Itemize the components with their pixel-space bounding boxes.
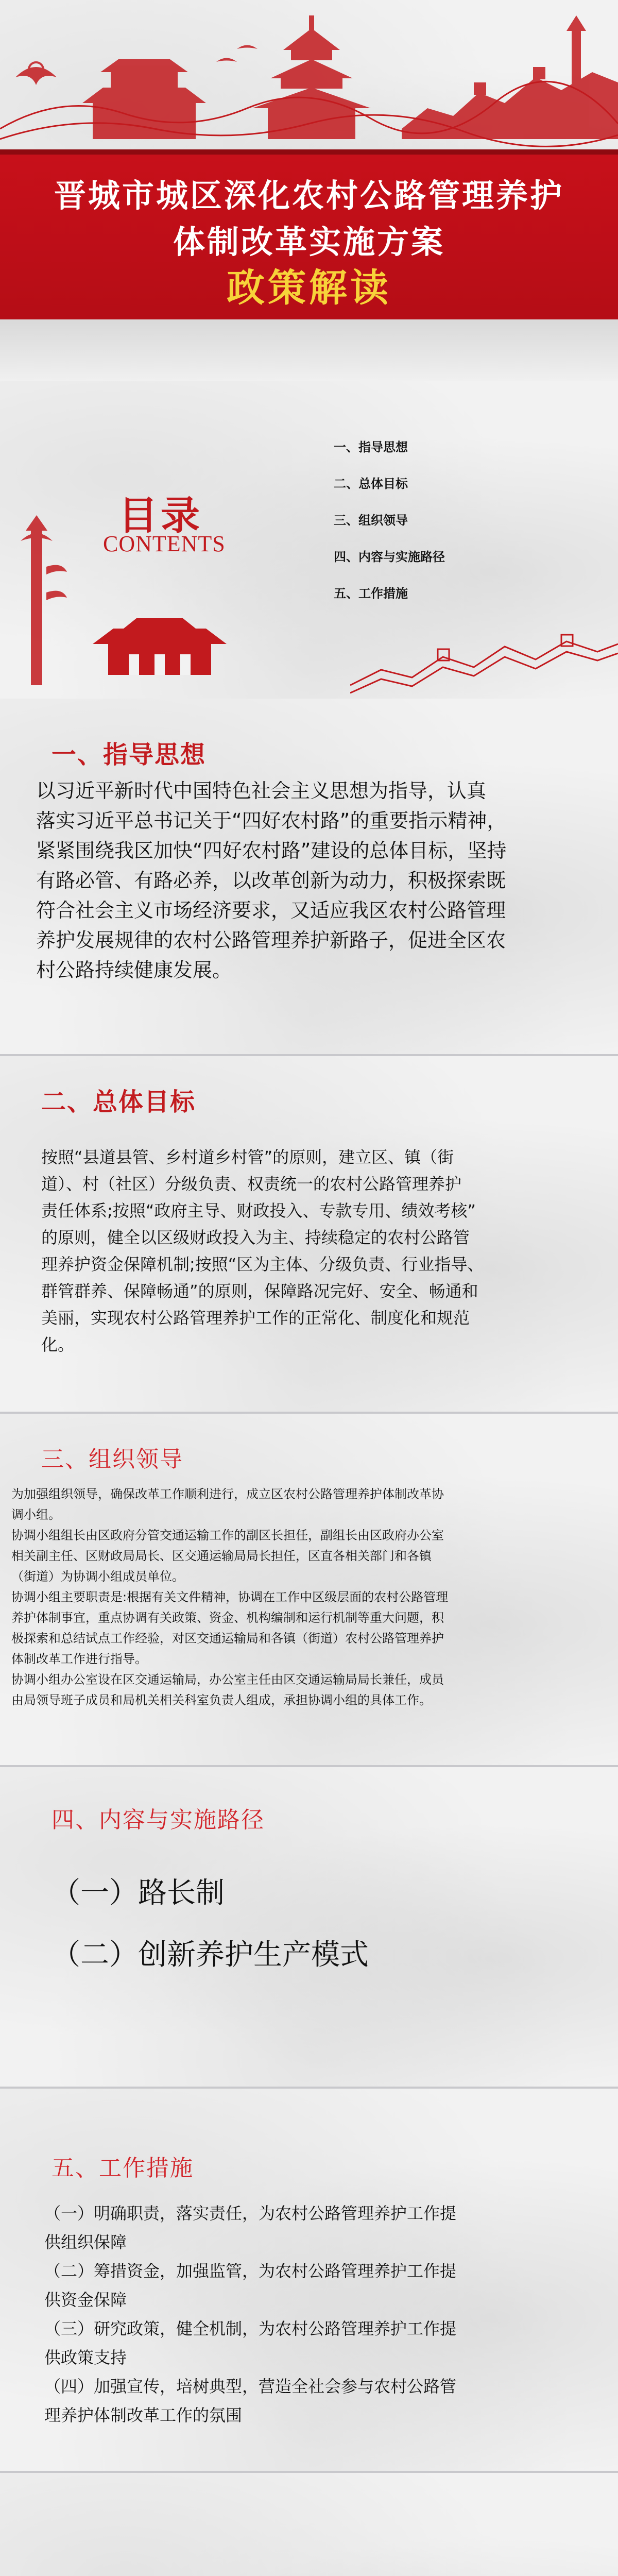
banner-bottom-fade: [0, 319, 618, 381]
section-heading: 四、内容与实施路径: [52, 1807, 265, 1833]
section-organization: [0, 1414, 618, 1765]
title-line-1: 晋城市城区深化农村公路管理养护: [54, 177, 564, 214]
section-heading: 二、总体目标: [41, 1088, 196, 1116]
section-body: 按照“县道县管、乡村道乡村管”的原则，建立区、镇（街 道）、村（社区）分级负责、权责统一的农村公路管理养护 责任体系;按照“政府主导、财政投入、专款专用、绩效考核” 的原则，健全以区级财政投入为主、持续稳定的农村公路管 理养护资金保障机制;按照“区为主体、分级负责、行业指导、 群管群养、保障畅通”的原则，保障路况完好、安全、畅通和 美丽，实现农村公路管理养护工作的正常化、制度化和规范 化。: [41, 1147, 484, 1354]
contents-list: [334, 437, 445, 620]
contents-section: [0, 381, 618, 699]
subtitle: 政策解读: [227, 266, 391, 310]
skyline-illustration: [0, 0, 618, 155]
section-body: （一）明确职责，落实责任，为农村公路管理养护工作提 供组织保障 （二）筹措资金，加强监管，为农村公路管理养护工作提 供资金保障 （三）研究政策，健全机制，为农村公路管理养护工作提 供政策支持 （四）加强宣传，培树典型，营造全社会参与农村公路管 理养护体制改革工作的氛围: [44, 2204, 457, 2425]
section-overall-goal: [0, 1056, 618, 1412]
contents-item: 五、工作措施: [334, 586, 408, 601]
wall-illustration: [350, 629, 618, 696]
section-heading: 三、组织领导: [41, 1446, 183, 1472]
footer-section: [0, 2473, 618, 2576]
section-work-measures: [0, 2089, 618, 2471]
contents-item: 一、指导思想: [334, 440, 408, 454]
title-banner: [0, 0, 618, 381]
contents-item: 四、内容与实施路径: [334, 550, 445, 564]
contents-item: 三、组织领导: [334, 513, 408, 528]
gate-illustration: [93, 618, 227, 680]
contents-title: 目录: [118, 493, 203, 538]
contents-item: 二、总体目标: [334, 477, 408, 491]
title-line-2: 体制改革实施方案: [173, 223, 445, 261]
content-item: （一）路长制: [52, 1876, 225, 1910]
section-heading: 一、指导思想: [52, 740, 207, 769]
content-item: （二）创新养护生产模式: [52, 1938, 369, 1972]
contents-title-en: CONTENTS: [103, 531, 226, 556]
section-content-path: [0, 1767, 618, 2087]
section-heading: 五、工作措施: [52, 2155, 194, 2181]
section-body: 以习近平新时代中国特色社会主义思想为指导，认真 落实习近平总书记关于“四好农村路”的重要指示精神， 紧紧围绕我区加快“四好农村路”建设的总体目标，坚持 有路必管、有路必养，以改革创新为动力，积极探索既 符合社会主义市场经济要求，又适应我区农村公路管理 养护发展规律的农村公路管理养护新路子，促进全区农 村公路持续健康发展。: [36, 779, 507, 981]
section-body: 为加强组织领导，确保改革工作顺利进行，成立区农村公路管理养护体制改革协 调小组。 协调小组组长由区政府分管交通运输工作的副区长担任，副组长由区政府办公室 相关副主任、区财政局局长、区交通运输局局长担任，区直各相关部门和各镇 （街道）为协调小组成员单位。 协调小组主要职责是:根据有关文件精神，协调在工作中区级层面的农村公路管理 养护体制事宜，重点协调有关政策、资金、机构编制和运行机制等重大问题，积 极探索和总结试点工作经验，对区交通运输局和各镇（街道）农村公路管理养护 体制改革工作进行指导。 协调小组办公室设在区交通运输局，办公室主任由区交通运输局局长兼任，成员 由局领导班子成员和局机关相关科室负责人组成，承担协调小组的具体工作。: [11, 1487, 449, 1707]
section-guiding-ideology: [0, 699, 618, 1054]
